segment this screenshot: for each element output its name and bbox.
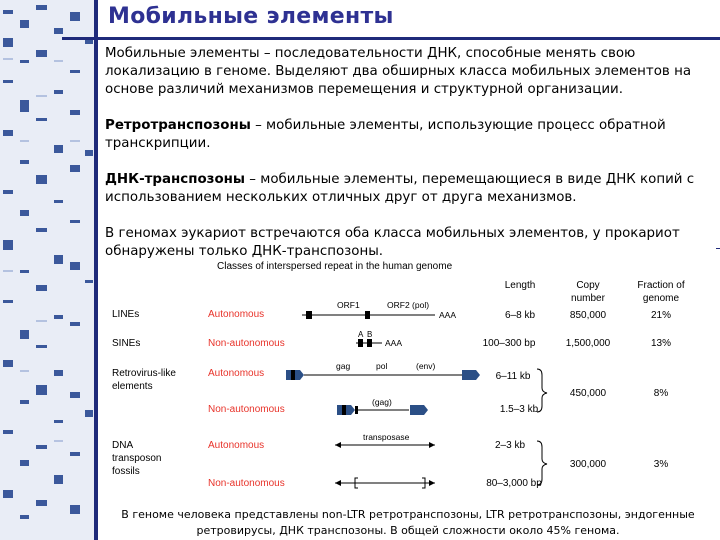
sines-box-a [358,339,363,347]
retro-env-label: (env) [416,361,436,371]
retrotransposons-definition: – мобильные элементы, использующие процесс обратной транскрипции. [105,118,666,151]
lines-orf1-label: ORF1 [337,300,360,310]
retro-na-gag-label: (gag) [372,397,392,407]
dna-name-line1: DNA [112,440,134,451]
lines-fraction: 21% [650,310,672,321]
sines-copy-number: 1,500,000 [565,338,611,349]
retro-autonomous-label: Autonomous [208,368,265,379]
retro-nonauto-length: 1.5–3 kb [499,404,539,415]
retro-auto-length: 6–11 kb [495,371,531,382]
intro-paragraph: Мобильные элементы – последовательности ДНК, способные менять свою локализацию в геноме. Выделяют два обширных класса мобильных элементов на основе различий механизмов перемещения и структурной организации. [105,46,692,97]
retro-na-ltr-right [410,405,428,415]
header-copy-line1: Copy [576,280,600,291]
retro-copy-number: 450,000 [569,388,607,399]
slide-body [105,45,711,279]
lines-orf-junction-box [365,311,370,319]
vertical-rule [94,0,98,540]
retro-na-ltr-left-core [342,405,346,415]
lines-length: 6–8 kb [504,310,536,321]
dna-transposons-paragraph [105,171,711,207]
lines-name: LINEs [112,309,140,320]
header-fraction-line1: Fraction of [637,280,685,291]
header-copy-line2: number [571,293,605,304]
dna-name-line3: fossils [112,466,140,477]
sines-length: 100–300 bp [482,338,536,349]
sines-box-b-label: B [367,330,373,339]
lines-autonomy: Autonomous [208,309,265,320]
gel-bands-graphic [0,0,94,540]
slide-title: Мобильные элементы [108,4,394,29]
title-underline [62,37,720,40]
retro-name-line2: elements [112,381,153,392]
dna-transposons-definition: – мобильные элементы, перемещающиеся в виде ДНК копий с использованием нескольких отличных друг от друга механизмов. [105,172,695,205]
eukaryote-paragraph: В геномах эукариот встречаются оба класса мобильных элементов, у прокариот обнаружены только ДНК-транспозоны. [105,226,680,259]
sines-autonomy: Non-autonomous [208,338,285,349]
sines-box-b [367,339,372,347]
lines-polya-tail: AAA [439,310,457,320]
dna-auto-tir-right [429,442,435,448]
retro-bracket [537,369,547,412]
retro-na-body-box [355,406,358,414]
dna-nonauto-length: 80–3,000 bp [486,478,542,489]
retro-fraction: 8% [653,388,669,399]
lines-orf2-label: ORF2 (pol) [387,300,430,310]
repeat-classes-figure [100,255,700,505]
sines-name: SINEs [112,338,141,349]
dna-transposase-label: transposase [363,432,410,442]
retro-pol-label: pol [376,361,388,371]
dna-auto-length: 2–3 kb [494,440,526,451]
retrotransposons-term: Ретротранспозоны [105,118,251,133]
gel-background [0,0,94,540]
sines-fraction: 13% [650,338,672,349]
header-length: Length [504,280,536,291]
retro-ltr-left-core [291,370,295,380]
dna-transposons-term: ДНК-транспозоны [105,172,246,187]
dna-nonautonomous-label: Non-autonomous [208,478,285,489]
dna-copy-number: 300,000 [569,459,607,470]
retro-nonautonomous-label: Non-autonomous [208,404,285,415]
dna-autonomous-label: Autonomous [208,440,265,451]
sines-polya-tail: AAA [385,338,403,348]
header-fraction-line2: genome [642,293,680,304]
slide-caption: В геноме человека представлены non-LTR ретротранспозоны, LTR ретротранспозоны, эндогенные ретровирусы, ДНК транспозоны. В общей сложности около 45% генома. [121,508,695,537]
edge-tick [716,248,720,249]
retro-name-line1: Retrovirus-like [112,368,176,379]
retro-ltr-right [462,370,480,380]
dna-na-tir-left [335,480,341,486]
lines-copy-number: 850,000 [569,310,607,321]
figure-title: Classes of interspersed repeat in the human genome [217,261,453,272]
dna-name-line2: transposon [112,453,162,464]
retro-gag-label: gag [336,361,351,371]
lines-5prime-box [306,311,312,319]
sines-box-a-label: A [358,330,364,339]
dna-auto-tir-left [335,442,341,448]
retrotransposons-paragraph [105,117,711,153]
dna-na-tir-right [429,480,435,486]
dna-fraction: 3% [653,459,669,470]
